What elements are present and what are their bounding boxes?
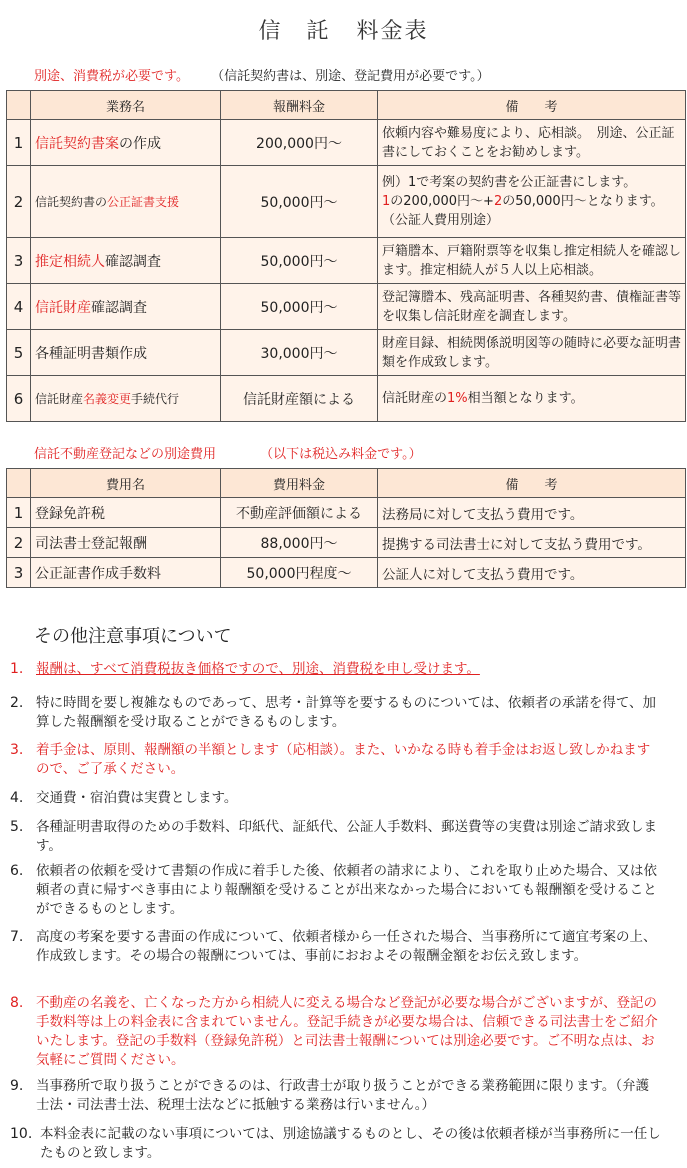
- note-number: 9.: [10, 1078, 24, 1094]
- tax-note-black: （信託契約書は、別途、登記費用が必要です。）: [211, 69, 490, 84]
- row-number: 2: [7, 528, 31, 558]
- title-part2: 料金表: [356, 19, 429, 44]
- note-item: [10, 1125, 675, 1163]
- cost-value: 88,000円～: [221, 528, 378, 558]
- remarks: 提携する司法書士に対して支払う費用です。: [378, 528, 686, 558]
- note-item: [10, 1077, 675, 1115]
- remarks: 法務局に対して支払う費用です。: [378, 498, 686, 528]
- fee-table-row: [7, 330, 686, 376]
- note-text: 本料金表に記載のない事項については、別途協議するものとし、その後は依頼者様が当事務所に一任したものと致します。: [40, 1126, 661, 1161]
- row-number: 6: [7, 376, 31, 422]
- note-text: 特に時間を要し複雑なものであって、思考・計算等を要するものについては、依頼者の承諾を得て、加算した報酬額を受け取ることができるものします。: [36, 695, 657, 730]
- service-name-highlight: 信託財産: [35, 299, 91, 316]
- extra-cost-row: [7, 558, 686, 588]
- fee-table-header: [7, 91, 686, 120]
- note-text: 不動産の名義を、亡くなった方から相続人に変える場合など登記が必要な場合がございますが、登記の手数料等は上の料金表に含まれていません。登記手続きが必要な場合は、信頼できる司法書士をご紹介いたします。登記の手数料（登録免許税）と司法書士報酬については別途必要です。ご不明な点は、お気軽にご質問ください。: [36, 995, 658, 1068]
- remarks-text: 依頼内容や難易度により、応相談。 別途、公正証書にしておくことをお勧めします。: [382, 125, 675, 160]
- service-name-text: 確認調査: [91, 299, 147, 316]
- row-number: 5: [7, 330, 31, 376]
- note-number: 2.: [10, 695, 24, 711]
- service-name: [31, 166, 221, 238]
- fee-table-row: [7, 166, 686, 238]
- note-number: 7.: [10, 929, 24, 945]
- remarks-text: 相当額となります。: [467, 391, 584, 406]
- service-name-text: 各種証明書類作成: [35, 345, 147, 362]
- notes-section-title: その他注意事項について: [34, 626, 232, 647]
- note-item: [10, 928, 675, 966]
- row-number: 1: [7, 498, 31, 528]
- service-name-text: の作成: [119, 135, 161, 152]
- cost-value: 50,000円程度～: [221, 558, 378, 588]
- note-item: [10, 789, 675, 808]
- fee-table-row: [7, 284, 686, 330]
- note-text: 高度の考案を要する書面の作成について、依頼者様から一任された場合、当事務所にて適宜考案の上、作成致します。その場合の報酬については、事前におおよその報酬金額をお伝え致します。: [36, 929, 657, 964]
- row-number: 1: [7, 120, 31, 166]
- remarks-text: 財産目録、相続関係説明図等の随時に必要な証明書類を作成致します。: [382, 335, 682, 370]
- remarks: [378, 166, 686, 238]
- extra-cost-note-tax: （以下は税込み料金です。）: [260, 447, 422, 462]
- service-name: [31, 238, 221, 284]
- remarks: [378, 120, 686, 166]
- remarks: [378, 330, 686, 376]
- note-item: [10, 862, 675, 919]
- cost-name: 登録免許税: [31, 498, 221, 528]
- fee-value: 30,000円～: [221, 330, 378, 376]
- note-text: 依頼者の依頼を受けて書類の作成に着手した後、依頼者の請求により、これを取り止めた場合、又は依頼者の責に帰すべき事由により報酬額を受けることが出来なかった場合においても報酬額を受けることができるものとします。: [36, 863, 657, 917]
- note-text: 着手金は、原則、報酬額の半額とします（応相談）。また、いかなる時も着手金はお返し致しかねますので、ご了承ください。: [36, 742, 651, 777]
- fee-value: 50,000円～: [221, 166, 378, 238]
- fee-value: 50,000円～: [221, 284, 378, 330]
- fee-table-row: [7, 376, 686, 422]
- header-name: 費用名: [31, 469, 221, 498]
- note-text: 各種証明書取得のための手数料、印紙代、証紙代、公証人手数料、郵送費等の実費は別途ご請求致します。: [36, 819, 657, 854]
- fee-table-row: [7, 238, 686, 284]
- fee-table: [6, 90, 686, 422]
- row-number: 2: [7, 166, 31, 238]
- header-blank: [7, 91, 31, 120]
- fee-value: 200,000円～: [221, 120, 378, 166]
- service-name-highlight: 推定相続人: [35, 253, 105, 270]
- remarks-text: の50,000円～となります。（公証人費用別途）: [382, 194, 664, 228]
- remarks-text: 1%: [447, 391, 468, 406]
- note-item: [10, 660, 675, 679]
- tax-note-red: 別途、消費税が必要です。: [34, 69, 189, 84]
- note-number: 6.: [10, 863, 24, 879]
- extra-cost-note-red: 信託不動産登記などの別途費用: [34, 447, 217, 462]
- header-blank: [7, 469, 31, 498]
- note-item: [10, 994, 675, 1070]
- row-number: 3: [7, 558, 31, 588]
- note-number: 1.: [10, 661, 24, 677]
- row-number: 4: [7, 284, 31, 330]
- extra-cost-row: [7, 528, 686, 558]
- note-item: [10, 741, 675, 779]
- note-number: 8.: [10, 995, 24, 1011]
- note-number: 3.: [10, 742, 24, 758]
- remarks-text: 戸籍謄本、戸籍附票等を収集し推定相続人を確認します。推定相続人が５人以上応相談。: [382, 243, 682, 278]
- header-fee: 報酬料金: [221, 91, 378, 120]
- remarks-text: 登記簿謄本、残高証明書、各種契約書、債権証書等を収集し信託財産を調査します。: [382, 289, 682, 324]
- remarks-text: の200,000円～+: [390, 194, 494, 209]
- service-name-highlight: 名義変更: [83, 392, 132, 406]
- extra-cost-table: [6, 468, 686, 588]
- cost-name: 司法書士登記報酬: [31, 528, 221, 558]
- title-part1: 信 託: [258, 19, 331, 44]
- remarks-text: 信託財産の: [382, 391, 448, 406]
- extra-cost-note: [34, 443, 422, 462]
- service-name-highlight: 公正証書支援: [107, 195, 180, 209]
- note-item: [10, 818, 675, 856]
- remarks: 公証人に対して支払う費用です。: [378, 558, 686, 588]
- service-name: [31, 120, 221, 166]
- extra-cost-row: [7, 498, 686, 528]
- service-name: [31, 330, 221, 376]
- page-title: [0, 14, 687, 45]
- remarks-text: 2: [493, 194, 503, 209]
- remarks-text: 例）1で考案の契約書を公正証書にします。: [382, 175, 637, 190]
- note-text: 交通費・宿泊費は実費とします。: [36, 790, 238, 806]
- service-name-highlight: 信託契約書案: [35, 135, 119, 152]
- service-name-text: 信託契約書の: [35, 195, 108, 209]
- cost-value: 不動産評価額による: [221, 498, 378, 528]
- service-name-text: 手続代行: [131, 392, 180, 406]
- header-fee: 費用料金: [221, 469, 378, 498]
- header-biko: 備 考: [378, 469, 686, 498]
- note-number: 10.: [10, 1126, 33, 1142]
- remarks-text: 1: [382, 194, 391, 209]
- service-name: [31, 376, 221, 422]
- note-number: 4.: [10, 790, 24, 806]
- note-text: 当事務所で取り扱うことができるのは、行政書士が取り扱うことができる業務範囲に限ります。（弁護士法・司法書士法、税理士法などに抵触する業務は行いません。）: [36, 1078, 650, 1113]
- remarks: [378, 376, 686, 422]
- note-number: 5.: [10, 819, 24, 835]
- cost-name: 公正証書作成手数料: [31, 558, 221, 588]
- service-name-text: 確認調査: [105, 253, 161, 270]
- remarks: [378, 238, 686, 284]
- header-name: 業務名: [31, 91, 221, 120]
- service-name: [31, 284, 221, 330]
- service-name-text: 信託財産: [35, 392, 84, 406]
- fee-table-row: [7, 120, 686, 166]
- tax-note: [34, 65, 490, 84]
- fee-value: 50,000円～: [221, 238, 378, 284]
- note-text: 報酬は、すべて消費税抜き価格ですので、別途、消費税を申し受けます。: [36, 661, 480, 677]
- note-item: [10, 694, 675, 732]
- remarks: [378, 284, 686, 330]
- extra-cost-table-header: [7, 469, 686, 498]
- row-number: 3: [7, 238, 31, 284]
- header-biko: 備 考: [378, 91, 686, 120]
- fee-value: 信託財産額による: [221, 376, 378, 422]
